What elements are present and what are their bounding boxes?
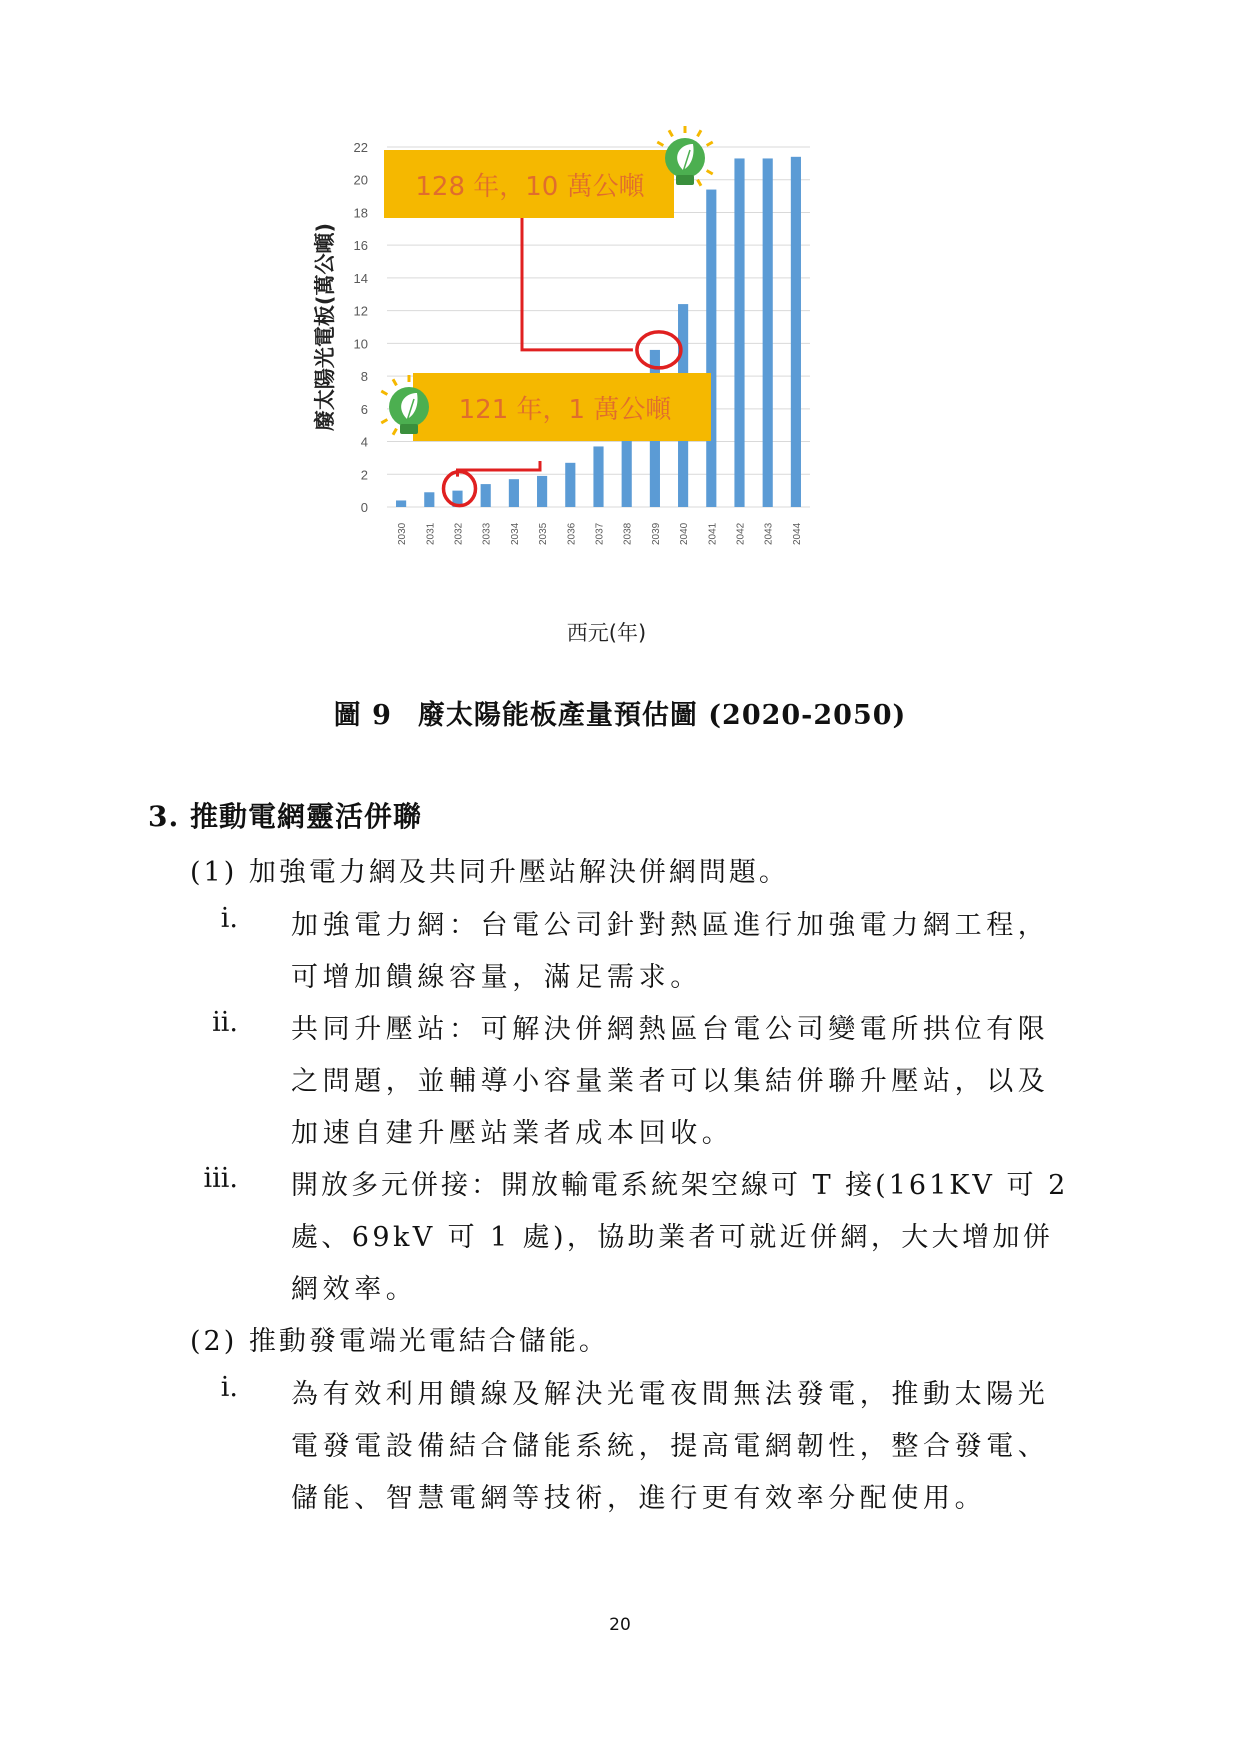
chart [313,125,920,655]
y-tick-label: 8 [360,369,368,385]
x-tick-label: 2041 [707,522,719,545]
y-tick-label: 14 [353,270,368,286]
item-2 [190,1319,609,1358]
x-tick-label: 2032 [453,522,465,545]
bar [593,446,603,507]
x-tick-label: 2037 [594,522,606,545]
y-tick-label: 4 [360,434,368,450]
item-2-i-line-3: 儲能、智慧電網等技術，進行更有效率分配使用。 [291,1483,987,1514]
y-tick-label: 6 [360,401,368,417]
y-tick-label: 18 [353,205,368,221]
x-tick-label: 2035 [538,522,550,545]
item-1-ii-line-1: 共同升壓站：可解決併網熱區台電公司變電所拱位有限 [291,1014,1050,1045]
item-1-marker: (1) [190,857,238,888]
item-1-i-marker: i. [220,903,238,934]
caption-title: 廢太陽能板產量預估圖 [417,700,698,731]
bar [509,479,519,507]
item-1-text: 加強電力網及共同升壓站解決併網問題。 [248,857,789,888]
y-tick-label: 10 [353,336,368,352]
item-2-i-line-1: 為有效利用饋線及解決光電夜間無法發電，推動太陽光 [291,1379,1050,1410]
x-tick-label: 2040 [679,522,691,545]
bar [565,463,575,507]
y-tick-label: 22 [353,140,368,155]
bar-chart-svg [313,125,920,655]
item-2-i-marker: i. [220,1372,238,1403]
page-number: 20 [609,1615,631,1635]
x-tick-label: 2038 [622,522,634,545]
caption-range: (2020-2050) [708,700,907,731]
callout-text-lower: 121 年，1 萬公噸 [458,395,672,425]
y-tick-label: 0 [360,500,368,515]
bar [396,500,406,507]
item-1 [190,850,789,889]
item-2-i-line-2: 電發電設備結合儲能系統，提高電網韌性，整合發電、 [291,1431,1050,1462]
y-axis-label: 廢太陽光電板(萬公噸) [313,222,337,432]
item-1-iii-line-3: 網效率。 [291,1274,418,1305]
x-axis-label: 西元(年) [566,621,647,645]
x-tick-label: 2042 [735,522,747,545]
caption-label: 圖 9 [333,700,392,731]
y-tick-label: 20 [353,172,368,188]
x-tick-label: 2033 [481,522,493,545]
section-heading: 3. 推動電網靈活併聯 [148,800,422,833]
bar [791,157,801,507]
callout-text-upper: 128 年，10 萬公噸 [415,172,645,202]
item-1-ii-line-3: 加速自建升壓站業者成本回收。 [291,1118,734,1149]
item-2-marker: (2) [190,1326,238,1357]
item-1-iii-marker: iii. [203,1163,238,1194]
item-1-i-line-2: 可增加饋線容量，滿足需求。 [291,962,702,993]
figure-caption [0,693,1240,732]
x-tick-label: 2044 [791,522,803,545]
item-1-iii-line-2: 處、69kV 可 1 處)，協助業者可就近併網，大大增加併 [291,1222,1054,1253]
bar [734,158,744,507]
bar [706,190,716,507]
x-tick-label: 2036 [566,522,578,545]
bar [622,433,632,507]
item-1-ii-line-2: 之問題，並輔導小容量業者可以集結併聯升壓站，以及 [291,1066,1050,1097]
bar [424,492,434,507]
bar [537,476,547,507]
x-tick-label: 2030 [397,522,409,545]
x-tick-label: 2039 [650,522,662,545]
bar [481,484,491,507]
item-1-i-line-1: 加強電力網：台電公司針對熱區進行加強電力網工程， [291,910,1050,941]
item-1-ii-marker: ii. [212,1007,238,1038]
x-tick-label: 2031 [425,522,437,545]
item-1-iii-line-1: 開放多元併接：開放輸電系統架空線可 T 接(161KV 可 2 [291,1170,1069,1201]
y-tick-label: 12 [353,303,368,319]
y-tick-label: 2 [360,467,368,483]
item-2-text: 推動發電端光電結合儲能。 [248,1326,609,1357]
x-tick-label: 2043 [763,522,775,545]
bar [763,158,773,507]
x-tick-label: 2034 [509,522,521,545]
y-tick-label: 16 [353,238,368,254]
